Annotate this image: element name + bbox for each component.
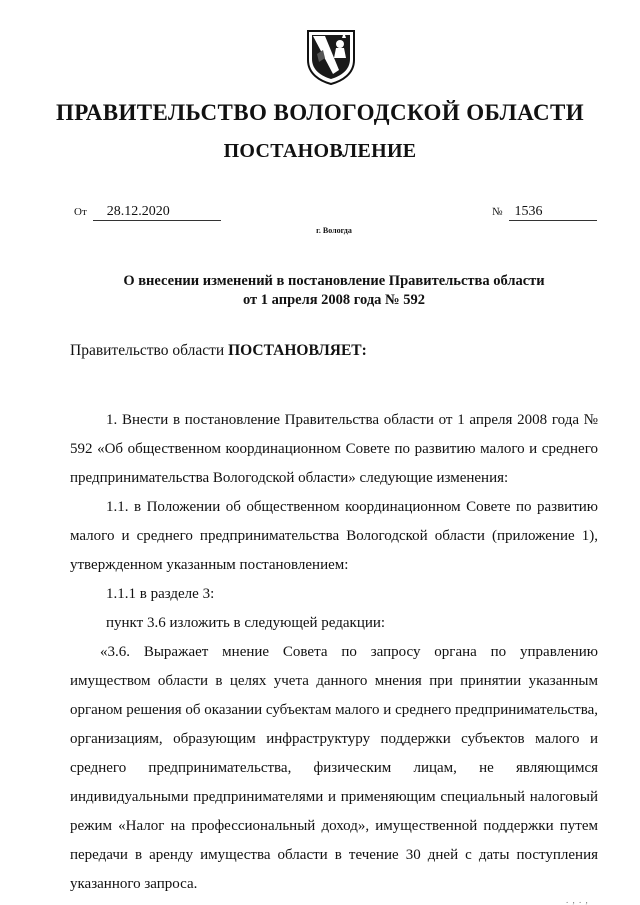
organization-title: ПРАВИТЕЛЬСТВО ВОЛОГОДСКОЙ ОБЛАСТИ bbox=[55, 100, 585, 125]
resolution-prefix: Правительство области bbox=[70, 342, 225, 359]
subject-line-2: от 1 апреля 2008 года № 592 bbox=[242, 292, 426, 308]
paragraph: 1.1.1 в разделе 3: bbox=[106, 586, 215, 602]
date-prefix: От bbox=[74, 206, 87, 218]
resolution-line bbox=[70, 342, 367, 360]
number-prefix: № bbox=[492, 206, 503, 218]
paragraph: 1.1. в Положении об общественном координационном Совете по развитию малого и среднего предпринимательства Вологодской области (приложение 1), утвержденном указанным постановлением: bbox=[70, 499, 598, 573]
date-field bbox=[74, 204, 221, 221]
coat-of-arms-icon bbox=[303, 28, 359, 86]
date-value: 28.12.2020 bbox=[93, 204, 221, 221]
number-field bbox=[492, 204, 597, 221]
city-label: г. Вологда bbox=[316, 226, 352, 235]
footer-mark: . , . , bbox=[566, 895, 589, 905]
resolution-verb: ПОСТАНОВЛЯЕТ: bbox=[228, 342, 367, 359]
number-value: 1536 bbox=[509, 204, 597, 221]
paragraph: «3.6. Выражает мнение Совета по запросу органа по управлению имуществом области в целях учета данного мнения при принятии указанным органом решения об оказании субъектам малого и среднего предпринимательства, организациям, образующим инфраструктуру поддержки субъектов малого и среднего предпринимательства, физическим лицам, не являющимся индивидуальными предпринимателями и применяющим специальный налоговый режим «Налог на профессиональный доход», имущественной поддержки путем передачи в аренду имущества области в течение 30 дней с даты поступления указанного запроса. bbox=[70, 644, 598, 892]
document-subject bbox=[0, 272, 640, 310]
paragraph: пункт 3.6 изложить в следующей редакции: bbox=[106, 615, 386, 631]
document-body bbox=[70, 406, 598, 899]
paragraph: 1. Внести в постановление Правительства области от 1 апреля 2008 года № 592 «Об общественном координационном Совете по развитию малого и среднего предпринимательства Вологодской области» следующие изменения: bbox=[70, 412, 598, 486]
document-type: ПОСТАНОВЛЕНИЕ bbox=[223, 140, 417, 162]
subject-line-1: О внесении изменений в постановление Правительства области bbox=[123, 273, 545, 289]
